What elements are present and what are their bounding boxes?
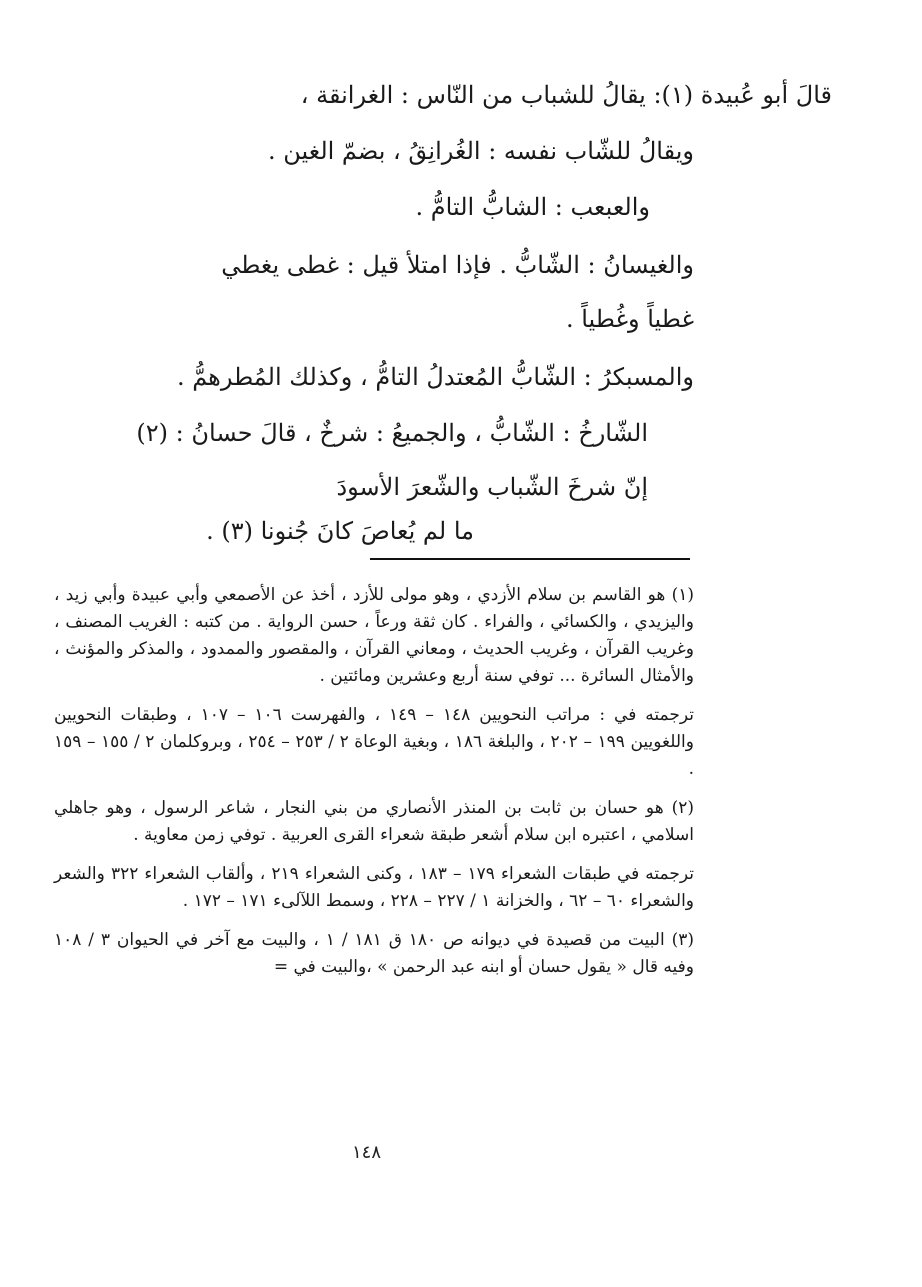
page-number: ١٤٨ xyxy=(352,1142,382,1163)
footnote-3 xyxy=(54,927,694,981)
footnotes-section xyxy=(54,582,694,989)
main-line-4: والغيسانُ : الشّابُّ . فإذا امتلأ قيل : غطى يغطي xyxy=(221,251,694,279)
footnote-2 xyxy=(54,795,694,849)
footnote-3-text: (٣) البيت من قصيدة في ديوانه ص ١٨٠ ق ١٨١ / ١ ، والبيت مع آخر في الحيوان ٣ / ١٠٨ وفيه قال « يقول حسان أو ابنه عبد الرحمن » ،والبيت في = xyxy=(54,930,694,977)
main-line-7: الشّارخُ : الشّابُّ ، والجميعُ : شرخٌ ، قالَ حسانُ : (٢) xyxy=(136,419,648,447)
footnote-2-references-text: ترجمته في طبقات الشعراء ١٧٩ – ١٨٣ ، وكنى الشعراء ٢١٩ ، وألقاب الشعراء ٣٢٢ والشعر والشعراء ٦٠ – ٦٢ ، والخزانة ١ / ٢٢٧ – ٢٢٨ ، وسمط اللآلىء ١٧١ – ١٧٢ . xyxy=(54,864,694,911)
footnote-2-references xyxy=(54,861,694,915)
main-line-6: والمسبكرُ : الشّابُّ المُعتدلُ التامُّ ، وكذلك المُطرهمُّ . xyxy=(176,363,694,391)
footnote-2-text: (٢) هو حسان بن ثابت بن المنذر الأنصاري من بني النجار ، شاعر الرسول ، وهو جاهلي اسلامي ، اعتبره ابن سلام أشعر طبقة شعراء القرى العربية . توفي زمن معاوية . xyxy=(54,798,694,845)
main-line-3: والعبعب : الشابُّ التامُّ . xyxy=(415,193,650,221)
main-line-1: قالَ أبو عُبيدة (١): يقالُ للشباب من النّاس : الغرانقة ، xyxy=(300,81,832,109)
footnote-divider xyxy=(370,558,690,560)
footnote-1-references-text: ترجمته في : مراتب النحويين ١٤٨ – ١٤٩ ، والفهرست ١٠٦ – ١٠٧ ، وطبقات النحويين واللغويين ١٩٩ – ٢٠٢ ، والبلغة ١٨٦ ، وبغية الوعاة ٢ / ٢٥٣ – ٢٥٤ ، وبروكلمان ٢ / ١٥٥ – ١٥٩ . xyxy=(54,705,694,779)
main-line-5: غطياً وغُطياً . xyxy=(565,305,694,333)
main-line-9: ما لم يُعاصَ كانَ جُنونا (٣) . xyxy=(206,517,474,545)
main-line-8: إنّ شرخَ الشّباب والشّعرَ الأسودَ xyxy=(336,473,648,501)
main-line-2: ويقالُ للشّاب نفسه : الغُرانِقُ ، بضمّ الغين . xyxy=(267,137,694,165)
footnote-1-text: (١) هو القاسم بن سلام الأزدي ، وهو مولى للأزد ، أخذ عن الأصمعي وأبي عبيدة وأبي زيد ، واليزيدي ، والكسائي ، والفراء . كان ثقة ورعاً ، حسن الرواية . من كتبه : الغريب المصنف ، وغريب القرآن ، وغريب الحديث ، ومعاني القرآن ، والمقصور والممدود ، والمذكر والمؤنث ، والأمثال السائرة ... توفي سنة أربع وعشرين ومائتين . xyxy=(54,585,694,686)
footnote-1 xyxy=(54,582,694,690)
footnote-1-references xyxy=(54,702,694,783)
